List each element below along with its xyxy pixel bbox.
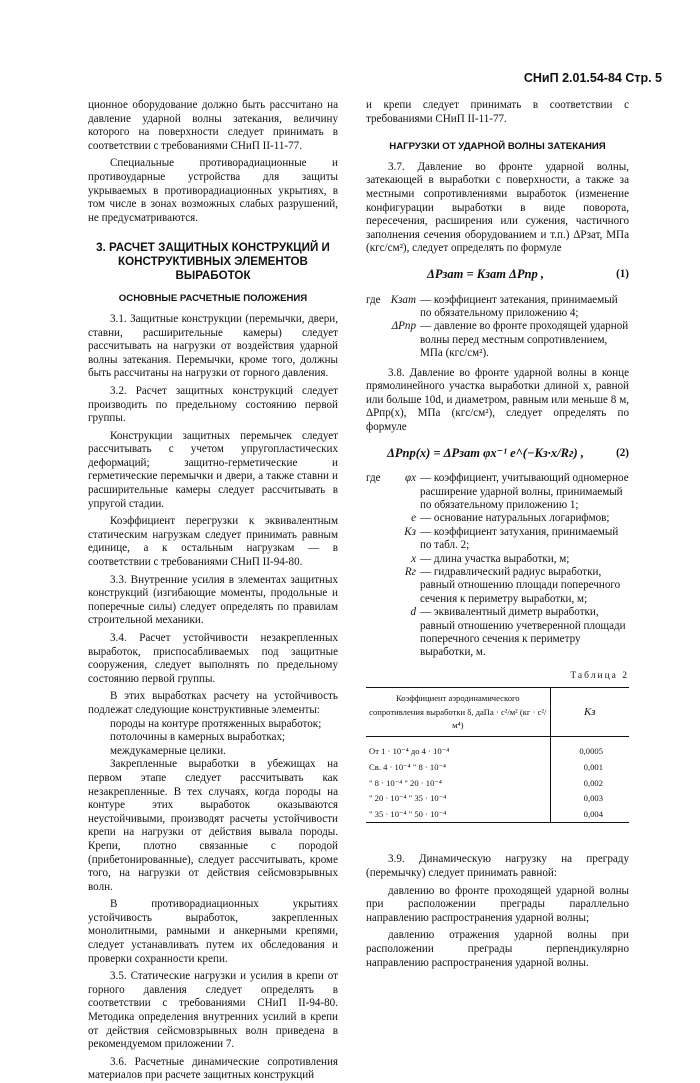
symbol: Rг bbox=[404, 565, 416, 578]
paragraph: 3.3. Внутренние усилия в элементах защитных конструкций (изгибающие моменты, продольные и поперечные силы) следует определять по правилам строительной механики. bbox=[88, 573, 338, 627]
subsection-title: ОСНОВНЫЕ РАСЧЕТНЫЕ ПОЛОЖЕНИЯ bbox=[118, 293, 308, 305]
formula-number: (1) bbox=[616, 267, 629, 280]
definition-text: — длина участка выработки, м; bbox=[420, 552, 570, 565]
table-cell: " 35 · 10⁻⁴ " 50 · 10⁻⁴ bbox=[366, 807, 550, 823]
list-item: междукамерные целики. bbox=[110, 744, 226, 757]
symbol: Kз bbox=[404, 525, 416, 538]
paragraph: Коэффициент перегрузки к эквивалентным статическим нагрузкам следует принимать равным единице, а к остальным нагрузкам — в соответствии с требованиями СНиП II-94-80. bbox=[88, 515, 338, 569]
formula-2 bbox=[366, 447, 629, 461]
paragraph: 3.9. Динамическую нагрузку на преграду (перемычку) следует принимать равной: bbox=[366, 853, 629, 879]
paragraph: и крепи следует принимать в соответствии с требованиями СНиП II-11-77. bbox=[366, 99, 629, 125]
symbol: x bbox=[411, 552, 416, 565]
right-column bbox=[366, 99, 629, 970]
symbol: ΔPпр bbox=[391, 320, 416, 333]
paragraph: 3.4. Расчет устойчивости незакрепленных выработок, приспосабливаемых под защитные сооружения, следует выполнять по предельному состоянию первой группы. bbox=[88, 632, 338, 685]
table-row bbox=[366, 760, 629, 776]
paragraph: В этих выработках расчету на устойчивость подлежат следующие конструктивные элементы: bbox=[88, 690, 338, 716]
subsection-title: НАГРУЗКИ ОТ УДАРНОЙ ВОЛНЫ ЗАТЕКАНИЯ bbox=[389, 141, 606, 153]
table-row bbox=[366, 807, 629, 823]
page-header: СНиП 2.01.54-84 Стр. 5 bbox=[523, 71, 662, 85]
table-cell: " 8 · 10⁻⁴ " 20 · 10⁻⁴ bbox=[366, 776, 550, 792]
definition bbox=[366, 512, 629, 525]
formula-body: ΔPзат = Kзат ΔPпр , bbox=[427, 266, 544, 281]
definition bbox=[366, 606, 629, 660]
table-cell: От 1 · 10⁻⁴ до 4 · 10⁻⁴ bbox=[366, 737, 550, 760]
definitions bbox=[366, 294, 629, 361]
definition bbox=[366, 526, 629, 553]
table-cell: 0,0005 bbox=[579, 746, 603, 757]
table-row bbox=[366, 791, 629, 807]
definitions bbox=[366, 472, 629, 660]
table-cell: 0,003 bbox=[583, 793, 603, 804]
paragraph: 3.8. Давление во фронте ударной волны в конце прямолинейного участка выработки длиной x, равной или больше 10d, и диаметром, равным или меньше 8 м, ΔPпр(x), МПа (кгс/см²), следует определять по формуле bbox=[366, 366, 629, 433]
paragraph: 3.5. Статические нагрузки и усилия в крепи от горного давления следует определять в соответствии с требованиями СНиП II-94-80. Методика определения внутренних усилий в крепи от действия сейсмовзрывных волн приведена в рекомендуемом приложении 7. bbox=[88, 970, 338, 1051]
formula-number: (2) bbox=[616, 446, 629, 459]
table-row bbox=[366, 776, 629, 792]
symbol: φx bbox=[404, 472, 416, 485]
paragraph: ционное оборудование должно быть рассчитано на давление ударной волны затекания, величину которого на поверхности следует принимать в соответствии с требованиями СНиП II-11-77. bbox=[88, 99, 338, 152]
table-row bbox=[366, 737, 629, 760]
section-title: 3. РАСЧЕТ ЗАЩИТНЫХ КОНСТРУКЦИЙ И КОНСТРУКТИВНЫХ ЭЛЕМЕНТОВ ВЫРАБОТОК bbox=[96, 241, 330, 283]
definition bbox=[366, 553, 629, 566]
definition-text: — коэффициент затекания, принимаемый по обязательному приложению 4; bbox=[420, 293, 618, 319]
paragraph: 3.1. Защитные конструкции (перемычки, двери, ставни, расширительные камеры) следует рассчитывать на нагрузки от воздействия ударной волны затекания. Перемычки, кроме того, должны быть рассчитаны на нагрузки от горного давления. bbox=[88, 312, 338, 380]
table-cell: 0,001 bbox=[583, 762, 603, 772]
definition bbox=[366, 472, 629, 512]
paragraph: В противорадиационных укрытиях устойчивость выработок, закрепленных монолитными, рамными и анкерными крепями, следует устанавливать путем их обследования и проверки сохранности крепи. bbox=[88, 898, 338, 965]
paragraph: давлению отражения ударной волны при расположении преграды перпендикулярно направлению распространения ударной волны. bbox=[366, 929, 629, 969]
definition-text: — коэффициент, учитывающий одномерное расширение ударной волны, принимаемый по обязательному приложению 1; bbox=[420, 472, 629, 511]
table-cell: 0,004 bbox=[550, 807, 629, 823]
table-header: Коэффициент аэродинамического сопротивления выработки δ, даПа · с²/м² (кг · с²/м⁴) bbox=[366, 688, 550, 737]
table-cell: " 20 · 10⁻⁴ " 35 · 10⁻⁴ bbox=[366, 791, 550, 807]
symbol: e bbox=[411, 512, 416, 525]
list-item: потолочины в камерных выработках; bbox=[110, 731, 286, 744]
paragraph: 3.2. Расчет защитных конструкций следует производить по предельному состоянию первой группы. bbox=[88, 384, 338, 425]
paragraph: Специальные противорадиационные и противоударные устройства для защиты укрываемых в противорадиационных укрытиях, в том числе в зонах возможных слабых разрушений, не предусматриваются. bbox=[88, 157, 338, 224]
definition-text: — основание натуральных логарифмов; bbox=[420, 512, 610, 525]
paragraph: 3.7. Давление во фронте ударной волны, затекающей в выработки с поверхности, а также за местными сопротивлениями выработок (изменение конфигурации выработки в виде поворота, пересечения, расширения или сужения, частичного заполнения сечения оборудованием и т.п.) ΔPзат, МПа (кгс/см²), следует определять по формуле bbox=[366, 160, 629, 255]
definition bbox=[366, 566, 629, 606]
symbol: d bbox=[410, 606, 416, 619]
where-label: где bbox=[366, 293, 381, 306]
definition-text: — коэффициент затухания, принимаемый по табл. 2; bbox=[420, 525, 619, 552]
table-caption: Таблица 2 bbox=[570, 670, 629, 681]
paragraph: Конструкции защитных перемычек следует рассчитывать с учетом упругопластических деформаций; защитно-герметические и герметические перемычки и двери, а также ставни и расширительные камеры следует рассчитывать в упругой стадии. bbox=[88, 429, 338, 510]
definition-text: — гидравлический радиус выработки, равный отношению площади поперечного сечения к периметру выработки, м; bbox=[420, 565, 621, 605]
where-label: где bbox=[366, 472, 381, 485]
formula-1 bbox=[366, 268, 629, 282]
formula-body: ΔPпр(x) = ΔPзат φx⁻¹ e^(−Kз·x/Rг) , bbox=[387, 445, 584, 460]
table-cell: 0,002 bbox=[583, 777, 603, 788]
definition-text: — давление во фронте проходящей ударной волны перед местным сопротивлением, МПа (кгс/см²). bbox=[420, 320, 629, 360]
definition-text: — эквивалентный диметр выработки, равный отношению учетверенной площади поперечного сечения к периметру выработки, м. bbox=[420, 606, 626, 659]
definition bbox=[366, 294, 629, 321]
paragraph: 3.6. Расчетные динамические сопротивления материалов при расчете защитных конструкций bbox=[88, 1055, 338, 1082]
list-item: породы на контуре протяженных выработок; bbox=[110, 717, 322, 730]
definition bbox=[366, 320, 629, 360]
table-cell: Св. 4 · 10⁻⁴ " 8 · 10⁻⁴ bbox=[366, 760, 550, 776]
paragraph: давлению во фронте проходящей ударной волны при расположении преграды параллельно направлению распространения ударной волны; bbox=[366, 884, 629, 924]
table-header: Kз bbox=[550, 688, 629, 737]
coefficient-table bbox=[366, 687, 629, 823]
symbol: Kзат bbox=[390, 293, 416, 306]
left-column bbox=[88, 99, 338, 1083]
paragraph: Закрепленные выработки в убежищах на первом этапе следует рассчитывать как незакрепленные. В тех случаях, когда породы на контуре этих выработок оказываются неустойчивыми, производят расчеты устойчивости крепи на нагрузки от действия вывала породы. Крепи, плотно связанные с породой (прибетонированные), следует рассчитывать, кроме того, на нагрузки от действия сейсмовзрывных волн. bbox=[88, 758, 338, 893]
